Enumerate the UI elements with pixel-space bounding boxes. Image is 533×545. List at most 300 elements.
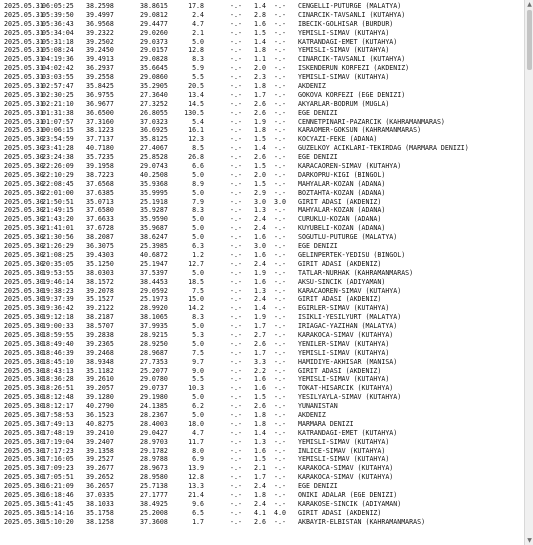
listing-row [4, 100, 522, 109]
latitude-cell: 39.2558 [86, 73, 114, 82]
latitude-cell: 37.6580 [86, 206, 114, 215]
depth-cell: 8.9 [192, 179, 204, 188]
time-cell: 15:10:20 [42, 517, 74, 526]
time-cell: 03:03:55 [42, 73, 74, 82]
listing-row [4, 126, 522, 135]
longitude-cell: 25.1947 [140, 259, 168, 268]
location-cell: CURUKLU-KOZAN (ADANA) [298, 215, 382, 224]
latitude-cell: 39.4997 [86, 10, 114, 19]
listing-row [4, 162, 522, 171]
longitude-cell: 29.0828 [140, 55, 168, 64]
listing-row [4, 2, 522, 11]
time-cell: 18:49:40 [42, 339, 74, 348]
location-cell: EGIRLER-SIMAV (KUTAHYA) [298, 304, 390, 313]
depth-cell: 6.6 [192, 162, 204, 171]
date-cell: 2025.05.30 [4, 242, 44, 251]
time-cell: 16:18:46 [42, 490, 74, 499]
longitude-cell: 29.0812 [140, 10, 168, 19]
latitude-cell: 39.2502 [86, 37, 114, 46]
time-cell: 19:00:33 [42, 322, 74, 331]
latitude-cell: 38.2187 [86, 313, 114, 322]
md-magnitude-cell: -.- [230, 224, 242, 233]
mw-magnitude-cell: -.- [274, 162, 286, 171]
ml-magnitude-cell: 1.4 [254, 144, 266, 153]
latitude-cell: 37.6385 [86, 188, 114, 197]
md-magnitude-cell: -.- [230, 482, 242, 491]
location-cell: YEMISLI-SIMAV (KUTAHYA) [298, 348, 390, 357]
md-magnitude-cell: -.- [230, 259, 242, 268]
md-magnitude-cell: -.- [230, 268, 242, 277]
location-cell: ISIKLI-YESILYURT (MALATYA) [298, 313, 402, 322]
date-cell: 2025.05.30 [4, 277, 44, 286]
latitude-cell: 35.1250 [86, 259, 114, 268]
location-cell: KARAKOCA-SIMAV (KUTAHYA) [298, 473, 394, 482]
latitude-cell: 39.2078 [86, 286, 114, 295]
mw-magnitude-cell: -.- [274, 437, 286, 446]
time-cell: 21:41:01 [42, 224, 74, 233]
longitude-cell: 29.0780 [140, 375, 168, 384]
time-cell: 20:35:05 [42, 259, 74, 268]
ml-magnitude-cell: 1.6 [254, 250, 266, 259]
location-cell: AKDENIZ [298, 82, 326, 91]
depth-cell: 9.0 [192, 366, 204, 375]
ml-magnitude-cell: 2.6 [254, 108, 266, 117]
listing-row [4, 20, 522, 29]
latitude-cell: 39.2610 [86, 375, 114, 384]
longitude-cell: 26.8055 [140, 108, 168, 117]
listing-row [4, 46, 522, 55]
time-cell: 01:31:38 [42, 108, 74, 117]
listing-row [4, 375, 522, 384]
time-cell: 17:58:53 [42, 410, 74, 419]
latitude-cell: 35.7235 [86, 153, 114, 162]
location-cell: YUNANISTAN [298, 402, 338, 411]
depth-cell: 5.0 [192, 322, 204, 331]
location-cell: CENGELLI-PUTURGE (MALATYA) [298, 2, 402, 10]
depth-cell: 130.5 [184, 108, 204, 117]
date-cell: 2025.05.30 [4, 295, 44, 304]
location-cell: AKSU-SINCIK (ADIYAMAN) [298, 277, 386, 286]
time-cell: 17:16:05 [42, 455, 74, 464]
date-cell: 2025.05.31 [4, 55, 44, 64]
depth-cell: 5.5 [192, 73, 204, 82]
depth-cell: 8.0 [192, 446, 204, 455]
mw-magnitude-cell: -.- [274, 73, 286, 82]
latitude-cell: 38.1258 [86, 517, 114, 526]
longitude-cell: 28.9215 [140, 330, 168, 339]
listing-row [4, 73, 522, 82]
depth-cell: 12.8 [188, 46, 204, 55]
ml-magnitude-cell: 2.6 [254, 517, 266, 526]
date-cell: 2025.05.30 [4, 304, 44, 313]
md-magnitude-cell: -.- [230, 135, 242, 144]
ml-magnitude-cell: 1.3 [254, 286, 266, 295]
location-cell: CENNETPINARI-PAZARCIK (KAHRAMANMARAS) [298, 117, 445, 126]
listing-row [4, 153, 522, 162]
longitude-cell: 38.8615 [140, 2, 168, 10]
md-magnitude-cell: -.- [230, 402, 242, 411]
location-cell: MAHYALAR-KOZAN (ADANA) [298, 179, 386, 188]
ml-magnitude-cell: 2.0 [254, 170, 266, 179]
date-cell: 2025.05.30 [4, 366, 44, 375]
listing-row [4, 384, 522, 393]
date-cell: 2025.05.31 [4, 90, 44, 99]
latitude-cell: 39.2450 [86, 46, 114, 55]
ml-magnitude-cell: 2.9 [254, 188, 266, 197]
latitude-cell: 39.2407 [86, 437, 114, 446]
mw-magnitude-cell: -.- [274, 28, 286, 37]
mw-magnitude-cell: -.- [274, 402, 286, 411]
listing-row [4, 118, 522, 127]
longitude-cell: 25.7138 [140, 482, 168, 491]
md-magnitude-cell: -.- [230, 73, 242, 82]
time-cell: 17:49:13 [42, 419, 74, 428]
latitude-cell: 38.1033 [86, 499, 114, 508]
md-magnitude-cell: -.- [230, 144, 242, 153]
listing-row [4, 144, 522, 153]
latitude-cell: 37.6728 [86, 224, 114, 233]
date-cell: 2025.05.31 [4, 73, 44, 82]
latitude-cell: 38.2598 [86, 2, 114, 10]
longitude-cell: 29.0860 [140, 73, 168, 82]
md-magnitude-cell: -.- [230, 286, 242, 295]
listing-row [4, 482, 522, 491]
longitude-cell: 28.9580 [140, 473, 168, 482]
ml-magnitude-cell: 1.8 [254, 46, 266, 55]
scrollbar-thumb[interactable] [527, 10, 532, 70]
listing-row [4, 260, 522, 269]
ml-magnitude-cell: 3.3 [254, 357, 266, 366]
time-cell: 05:36:43 [42, 19, 74, 28]
scroll-up-arrow-icon[interactable]: ▲ [527, 1, 532, 8]
listing-row [4, 367, 522, 376]
date-cell: 2025.05.30 [4, 375, 44, 384]
mw-magnitude-cell: -.- [274, 393, 286, 402]
location-cell: YEMISLI-SIMAV (KUTAHYA) [298, 455, 390, 464]
location-cell: GOKOVA KORFEZI (EGE DENIZI) [298, 90, 406, 99]
latitude-cell: 35.1758 [86, 508, 114, 517]
listing-row [4, 455, 522, 464]
time-cell: 22:08:45 [42, 179, 74, 188]
latitude-cell: 36.3075 [86, 242, 114, 251]
listing-row [4, 304, 522, 313]
date-cell: 2025.05.31 [4, 37, 44, 46]
md-magnitude-cell: -.- [230, 473, 242, 482]
time-cell: 19:37:39 [42, 295, 74, 304]
latitude-cell: 36.2657 [86, 482, 114, 491]
longitude-cell: 35.6645 [140, 64, 168, 73]
md-magnitude-cell: -.- [230, 242, 242, 251]
location-cell: GIRIT ADASI (AKDENIZ) [298, 366, 382, 375]
location-cell: AKDENIZ [298, 410, 326, 419]
time-cell: 21:49:15 [42, 206, 74, 215]
date-cell: 2025.05.30 [4, 490, 44, 499]
depth-cell: 5.0 [192, 233, 204, 242]
ml-magnitude-cell: 1.6 [254, 233, 266, 242]
date-cell: 2025.05.30 [4, 206, 44, 215]
date-cell: 2025.05.31 [4, 99, 44, 108]
md-magnitude-cell: -.- [230, 126, 242, 135]
latitude-cell: 40.8275 [86, 419, 114, 428]
md-magnitude-cell: -.- [230, 437, 242, 446]
longitude-cell: 37.3608 [140, 517, 168, 526]
time-cell: 21:26:29 [42, 242, 74, 251]
vertical-scrollbar[interactable] [524, 0, 533, 545]
time-cell: 17:17:23 [42, 446, 74, 455]
listing-row [4, 55, 522, 64]
depth-cell: 2.4 [192, 10, 204, 19]
scroll-down-arrow-icon[interactable]: ▼ [527, 537, 532, 544]
md-magnitude-cell: -.- [230, 393, 242, 402]
location-cell: KATRANDAGI-EMET (KUTAHYA) [298, 428, 398, 437]
time-cell: 18:26:51 [42, 384, 74, 393]
latitude-cell: 35.0713 [86, 197, 114, 206]
longitude-cell: 40.6872 [140, 250, 168, 259]
ml-magnitude-cell: 1.9 [254, 313, 266, 322]
md-magnitude-cell: -.- [230, 357, 242, 366]
ml-magnitude-cell: 1.3 [254, 206, 266, 215]
latitude-cell: 35.1527 [86, 295, 114, 304]
ml-magnitude-cell: 2.7 [254, 330, 266, 339]
listing-row [4, 358, 522, 367]
latitude-cell: 40.7180 [86, 144, 114, 153]
md-magnitude-cell: -.- [230, 410, 242, 419]
location-cell: KARAKOCA-SIMAV (KUTAHYA) [298, 330, 394, 339]
date-cell: 2025.05.30 [4, 464, 44, 473]
depth-cell: 5.0 [192, 339, 204, 348]
listing-row [4, 82, 522, 91]
md-magnitude-cell: -.- [230, 419, 242, 428]
md-magnitude-cell: -.- [230, 384, 242, 393]
location-cell: TATLAR-NURHAK (KAHRAMANMARAS) [298, 268, 414, 277]
latitude-cell: 39.1958 [86, 162, 114, 171]
mw-magnitude-cell: -.- [274, 215, 286, 224]
time-cell: 18:12:17 [42, 402, 74, 411]
latitude-cell: 38.1572 [86, 277, 114, 286]
ml-magnitude-cell: 1.7 [254, 473, 266, 482]
longitude-cell: 29.4477 [140, 19, 168, 28]
latitude-cell: 37.6633 [86, 215, 114, 224]
longitude-cell: 29.1980 [140, 393, 168, 402]
depth-cell: 13.9 [188, 464, 204, 473]
depth-cell: 8.3 [192, 206, 204, 215]
ml-magnitude-cell: 1.9 [254, 268, 266, 277]
time-cell: 17:48:19 [42, 428, 74, 437]
date-cell: 2025.05.30 [4, 162, 44, 171]
md-magnitude-cell: -.- [230, 277, 242, 286]
mw-magnitude-cell: -.- [274, 313, 286, 322]
mw-magnitude-cell: -.- [274, 117, 286, 126]
latitude-cell: 38.2087 [86, 233, 114, 242]
depth-cell: 5.0 [192, 170, 204, 179]
latitude-cell: 39.2527 [86, 455, 114, 464]
date-cell: 2025.05.31 [4, 82, 44, 91]
mw-magnitude-cell: -.- [274, 366, 286, 375]
ml-magnitude-cell: 1.4 [254, 37, 266, 46]
depth-cell: 6.5 [192, 508, 204, 517]
mw-magnitude-cell: -.- [274, 206, 286, 215]
time-cell: 06:05:25 [42, 2, 74, 10]
md-magnitude-cell: -.- [230, 499, 242, 508]
time-cell: 21:50:51 [42, 197, 74, 206]
time-cell: 21:30:56 [42, 233, 74, 242]
longitude-cell: 25.1973 [140, 295, 168, 304]
mw-magnitude-cell: -.- [274, 446, 286, 455]
location-cell: TOKAT-HISARCIK (KUTAHYA) [298, 384, 394, 393]
depth-cell: 12.7 [188, 259, 204, 268]
listing-row [4, 331, 522, 340]
date-cell: 2025.05.30 [4, 428, 44, 437]
listing-row [4, 198, 522, 207]
latitude-cell: 36.2937 [86, 64, 114, 73]
latitude-cell: 39.2322 [86, 28, 114, 37]
depth-cell: 6.3 [192, 242, 204, 251]
time-cell: 19:46:14 [42, 277, 74, 286]
date-cell: 2025.05.30 [4, 170, 44, 179]
listing-row [4, 429, 522, 438]
listing-row [4, 287, 522, 296]
md-magnitude-cell: -.- [230, 19, 242, 28]
listing-row [4, 509, 522, 518]
mw-magnitude-cell: -.- [274, 277, 286, 286]
time-cell: 21:43:20 [42, 215, 74, 224]
mw-magnitude-cell: -.- [274, 490, 286, 499]
ml-magnitude-cell: 1.6 [254, 277, 266, 286]
ml-magnitude-cell: 1.5 [254, 393, 266, 402]
ml-magnitude-cell: 2.4 [254, 259, 266, 268]
latitude-cell: 38.9348 [86, 357, 114, 366]
latitude-cell: 39.2652 [86, 473, 114, 482]
md-magnitude-cell: -.- [230, 508, 242, 517]
ml-magnitude-cell: 1.4 [254, 428, 266, 437]
listing-row [4, 171, 522, 180]
ml-magnitude-cell: 1.8 [254, 126, 266, 135]
location-cell: KARACAOREN-SIMAV (KUTAHYA) [298, 162, 402, 171]
longitude-cell: 40.2508 [140, 170, 168, 179]
mw-magnitude-cell: -.- [274, 322, 286, 331]
md-magnitude-cell: -.- [230, 517, 242, 526]
location-cell: KOCYAZI-FEKE (ADANA) [298, 135, 378, 144]
mw-magnitude-cell: -.- [274, 2, 286, 10]
longitude-cell: 28.9687 [140, 348, 168, 357]
mw-magnitude-cell: -.- [274, 99, 286, 108]
mw-magnitude-cell: -.- [274, 82, 286, 91]
ml-magnitude-cell: 1.6 [254, 19, 266, 28]
location-cell: ONIKI ADALAR (EGE DENIZI) [298, 490, 398, 499]
date-cell: 2025.05.30 [4, 188, 44, 197]
md-magnitude-cell: -.- [230, 64, 242, 73]
depth-cell: 11.7 [188, 437, 204, 446]
location-cell: YEMISLI-SIMAV (KUTAHYA) [298, 375, 390, 384]
longitude-cell: 27.7353 [140, 357, 168, 366]
mw-magnitude-cell: -.- [274, 153, 286, 162]
time-cell: 17:05:51 [42, 473, 74, 482]
longitude-cell: 29.0737 [140, 384, 168, 393]
location-cell: YESILYAYLA-SIMAV (KUTAHYA) [298, 393, 402, 402]
latitude-cell: 39.1358 [86, 446, 114, 455]
longitude-cell: 29.0373 [140, 37, 168, 46]
md-magnitude-cell: -.- [230, 99, 242, 108]
latitude-cell: 37.3160 [86, 117, 114, 126]
time-cell: 02:21:10 [42, 99, 74, 108]
location-cell: IRIAGAC-YAZIHAN (MALATYA) [298, 322, 398, 331]
depth-cell: 20.5 [188, 82, 204, 91]
time-cell: 19:12:18 [42, 313, 74, 322]
longitude-cell: 27.1777 [140, 490, 168, 499]
location-cell: KARAOMER-GOKSUN (KAHRAMANMARAS) [298, 126, 422, 135]
ml-magnitude-cell: 1.5 [254, 28, 266, 37]
date-cell: 2025.05.31 [4, 28, 44, 37]
listing-row [4, 340, 522, 349]
md-magnitude-cell: -.- [230, 117, 242, 126]
date-cell: 2025.05.30 [4, 233, 44, 242]
longitude-cell: 29.0743 [140, 162, 168, 171]
md-magnitude-cell: -.- [230, 55, 242, 64]
time-cell: 05:39:50 [42, 10, 74, 19]
depth-cell: 18.0 [188, 419, 204, 428]
longitude-cell: 27.3640 [140, 90, 168, 99]
ml-magnitude-cell: 2.4 [254, 482, 266, 491]
mw-magnitude-cell: -.- [274, 37, 286, 46]
latitude-cell: 36.6500 [86, 108, 114, 117]
depth-cell: 5.0 [192, 268, 204, 277]
md-magnitude-cell: -.- [230, 197, 242, 206]
longitude-cell: 24.1385 [140, 402, 168, 411]
time-cell: 23:24:38 [42, 153, 74, 162]
date-cell: 2025.05.30 [4, 224, 44, 233]
ml-magnitude-cell: 1.7 [254, 322, 266, 331]
depth-cell: 13.3 [188, 482, 204, 491]
mw-magnitude-cell: -.- [274, 179, 286, 188]
mw-magnitude-cell: -.- [274, 10, 286, 19]
depth-cell: 7.5 [192, 286, 204, 295]
mw-magnitude-cell: 3.0 [274, 197, 286, 206]
md-magnitude-cell: -.- [230, 464, 242, 473]
date-cell: 2025.05.30 [4, 455, 44, 464]
location-cell: YEMISLI-SIMAV (KUTAHYA) [298, 73, 390, 82]
mw-magnitude-cell: -.- [274, 64, 286, 73]
depth-cell: 13.4 [188, 90, 204, 99]
longitude-cell: 35.9287 [140, 206, 168, 215]
longitude-cell: 25.2077 [140, 366, 168, 375]
latitude-cell: 36.1523 [86, 410, 114, 419]
mw-magnitude-cell: -.- [274, 419, 286, 428]
ml-magnitude-cell: 2.4 [254, 224, 266, 233]
ml-magnitude-cell: 2.8 [254, 10, 266, 19]
depth-cell: 16.1 [188, 126, 204, 135]
depth-cell: 14.2 [188, 304, 204, 313]
listing-row [4, 313, 522, 322]
listing-row [4, 349, 522, 358]
ml-magnitude-cell: 1.8 [254, 410, 266, 419]
mw-magnitude-cell: -.- [274, 135, 286, 144]
listing-row [4, 464, 522, 473]
depth-cell: 7.5 [192, 348, 204, 357]
listing-row [4, 109, 522, 118]
date-cell: 2025.05.30 [4, 517, 44, 526]
listing-row [4, 180, 522, 189]
date-cell: 2025.05.30 [4, 402, 44, 411]
location-cell: YEMISLI-SIMAV (KUTAHYA) [298, 46, 390, 55]
ml-magnitude-cell: 2.2 [254, 366, 266, 375]
location-cell: GIRIT ADASI (AKDENIZ) [298, 295, 382, 304]
mw-magnitude-cell: -.- [274, 46, 286, 55]
date-cell: 2025.05.30 [4, 322, 44, 331]
depth-cell: 8.3 [192, 55, 204, 64]
ml-magnitude-cell: 1.1 [254, 55, 266, 64]
latitude-cell: 37.6568 [86, 179, 114, 188]
longitude-cell: 35.9368 [140, 179, 168, 188]
